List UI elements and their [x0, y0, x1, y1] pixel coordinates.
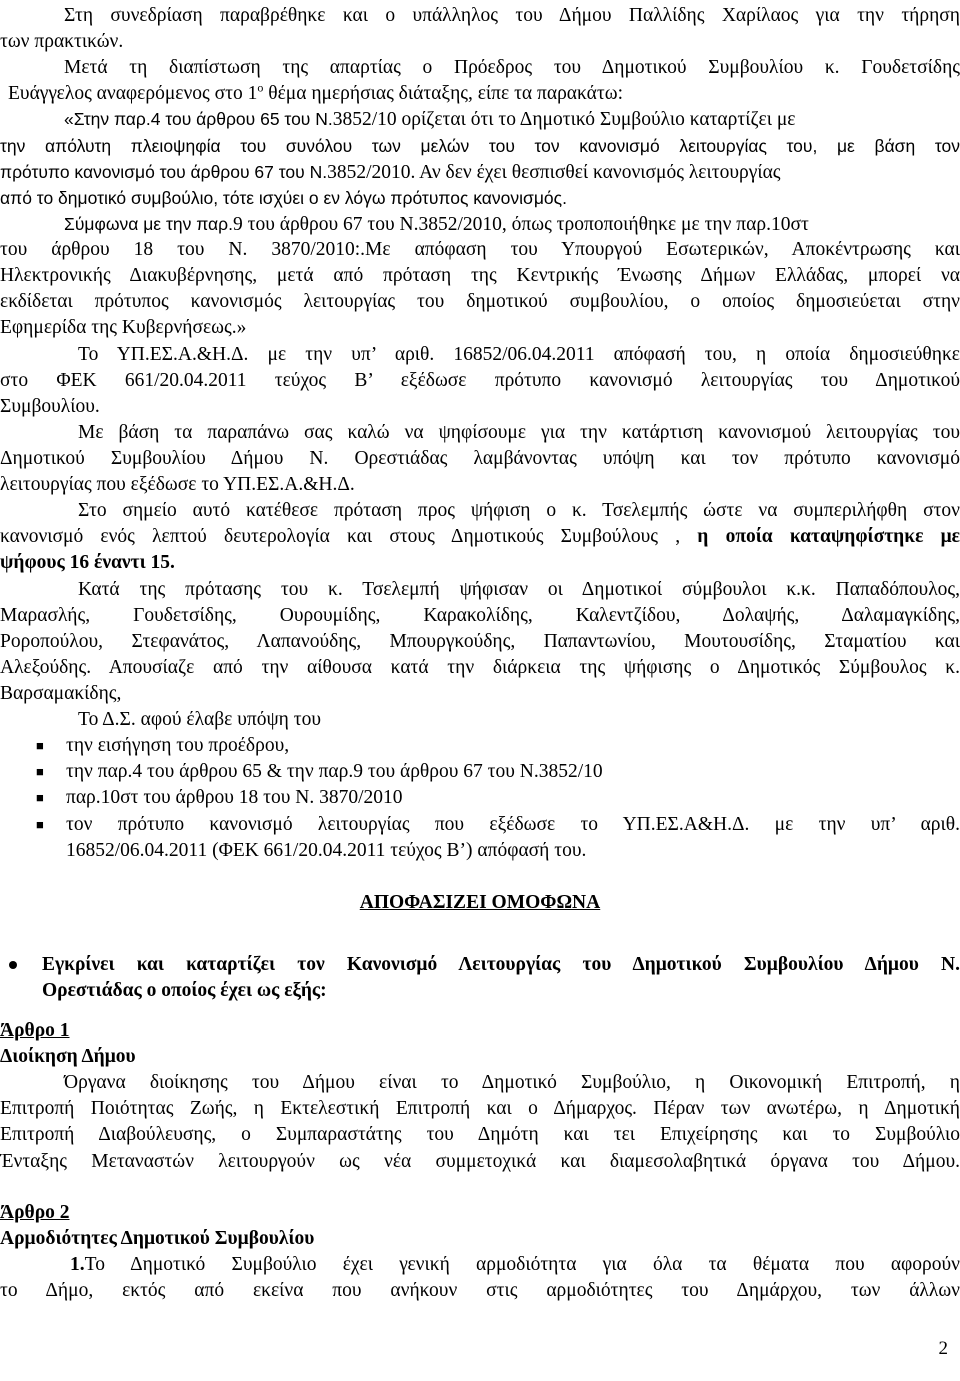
text-line: το Δήμο, εκτός από εκείνα που ανήκουν στις αρμοδιότητες του Δημάρχου, των άλλων: [0, 1280, 960, 1301]
text-line: κανονισμό ενός λεπτού δευτερολογία και στους Δημοτικούς Συμβούλους , η οποία καταψηφίστηκε με: [0, 526, 960, 547]
article-number: Άρθρο 1: [0, 1020, 70, 1041]
text-line: Εφημερίδα της Κυβερνήσεως.»: [0, 317, 247, 338]
article-title: Αρμοδιότητες Δημοτικού Συμβουλίου: [0, 1228, 315, 1249]
text-line: των πρακτικών.: [0, 31, 124, 52]
text-line: Ένταξης Μεταναστών λειτουργούν ως νέα συμμετοχικά και διαμεσολαβητικά όργανα του Δήμου.: [0, 1151, 960, 1172]
text-line: Δημοτικού Συμβουλίου Δήμου Ν. Ορεστιάδας λαμβάνοντας υπόψη και τον πρότυπο κανονισμό: [0, 448, 960, 469]
bullet-icon: ■: [36, 817, 44, 832]
list-item: την εισήγηση του προέδρου,: [66, 735, 290, 756]
bullet-icon: ■: [36, 738, 44, 753]
text-line: λειτουργίας που εξέδωσε το ΥΠ.ΕΣ.Α.&Η.Δ.: [0, 474, 355, 495]
text-line: Επιτροπή Διαβούλευσης, ο Συμπαραστάτης του Δημότη και τει Επιχείρησης και το Συμβούλιο: [0, 1124, 960, 1145]
text-line: πρότυπο κανονισμό του άρθρου 67 του Ν.3852/2010. Αν δεν έχει θεσπισθεί κανονισμός λειτουργίας: [0, 162, 781, 183]
bullet-icon: ■: [36, 790, 44, 805]
text-line: Ηλεκτρονικής Διακυβέρνησης, μετά από πρόταση της Κεντρικής Ένωσης Δήμων Ελλάδας, μπορεί να: [0, 265, 960, 286]
bullet-icon: ■: [36, 764, 44, 779]
text-line: Σύμφωνα με την παρ.9 του άρθρου 67 του Ν.3852/2010, όπως τροποποιήθηκε με την παρ.10στ: [64, 214, 809, 235]
text-line: Με βάση τα παραπάνω σας καλώ να ψηφίσουμε για την κατάρτιση κανονισμού λειτουργίας του: [78, 422, 960, 443]
text-line: στο ΦΕΚ 661/20.04.2011 τεύχος Β’ εξέδωσε πρότυπο κανονισμό λειτουργίας του Δημοτικού: [0, 370, 960, 391]
text-line: Επιτροπή Ποιότητας Ζωής, η Εκτελεστική Επιτροπή και ο Δήμαρχος. Πέραν των ανωτέρω, η Δημοτική: [0, 1098, 960, 1119]
text-line: από το δημοτικό συμβούλιο, τότε ισχύει ο εν λόγω πρότυπος κανονισμός.: [0, 188, 567, 208]
text-line: Μαρασλής, Γουδετσίδης, Ουρουμίδης, Καρακολίδης, Καλεντζίδου, Δολαψής, Δαλαμαγκίδης,: [0, 605, 960, 626]
list-item: τον πρότυπο κανονισμό λειτουργίας που εξέδωσε το ΥΠ.ΕΣ.Α&Η.Δ. με την υπ’ αριθ.: [66, 814, 960, 835]
decision-text: Ορεστιάδας ο οποίος έχει ως εξής:: [42, 980, 327, 1001]
text-line: Βαρσαμακίδης,: [0, 683, 122, 704]
text-line: του άρθρου 18 του Ν. 3870/2010:.Με απόφαση του Υπουργού Εσωτερικών, Αποκέντρωσης και: [0, 239, 960, 260]
text-line: Στο σημείο αυτό κατέθεσε πρόταση προς ψήφιση ο κ. Τσελεμπής ώστε να συμπεριλήφθη στον: [78, 500, 960, 521]
text-line: την απόλυτη πλειοψηφία του συνόλου των μελών του τον κανονισμό λειτουργίας του, με βάση τον: [0, 136, 960, 156]
page-number: 2: [938, 1338, 948, 1359]
text-line: Ευάγγελος αναφερόμενος στο $1^o$ θέμα ημερήσιας διάταξης, είπε τα παρακάτω:: [8, 80, 623, 104]
text-line: 1.Το Δημοτικό Συμβούλιο έχει γενική αρμοδιότητα για όλα τα θέματα που αφορούν: [70, 1254, 960, 1275]
text-line: Μετά τη διαπίστωση της απαρτίας ο Πρόεδρος του Δημοτικού Συμβουλίου κ. Γουδετσίδης: [64, 57, 960, 78]
list-item: παρ.10στ του άρθρου 18 του Ν. 3870/2010: [66, 787, 403, 808]
text-line: Το ΥΠ.ΕΣ.Α.&Η.Δ. με την υπ’ αριθ. 16852/06.04.2011 απόφασή του, η οποία δημοσιεύθηκε: [78, 344, 960, 365]
text-line: Στη συνεδρίαση παραβρέθηκε και ο υπάλληλος του Δήμου Παλλίδης Χαρίλαος για την τήρηση: [64, 5, 960, 26]
text-line: ψήφους 16 έναντι 15.: [0, 552, 175, 573]
decision-text: Εγκρίνει και καταρτίζει τον Κανονισμό Λειτουργίας του Δημοτικού Συμβουλίου Δήμου Ν.: [42, 954, 960, 975]
bullet-dot-icon: [9, 961, 17, 969]
text-line: Κατά της πρότασης του κ. Τσελεμπή ψήφισαν οι Δημοτικοί σύμβουλοι κ.κ. Παπαδόπουλος,: [78, 579, 960, 600]
decision-heading: ΑΠΟΦΑΣΙΖΕΙ ΟΜΟΦΩΝΑ: [359, 892, 601, 913]
text-line: «Στην παρ.4 του άρθρου 65 του Ν.3852/10 ορίζεται ότι το Δημοτικό Συμβούλιο καταρτίζει με: [64, 109, 796, 130]
list-item-continuation: 16852/06.04.2011 (ΦΕΚ 661/20.04.2011 τεύχος Β’) απόφασή του.: [66, 840, 587, 861]
article-title: Διοίκηση Δήμου: [0, 1046, 136, 1067]
list-item: την παρ.4 του άρθρου 65 & την παρ.9 του άρθρου 67 του Ν.3852/10: [66, 761, 603, 782]
text-line: Συμβουλίου.: [0, 396, 100, 417]
text-line: Το Δ.Σ. αφού έλαβε υπόψη του: [78, 709, 321, 730]
text-line: Όργανα διοίκησης του Δήμου είναι το Δημοτικό Συμβούλιο, η Οικονομική Επιτροπή, η: [64, 1072, 960, 1093]
text-line: εκδίδεται πρότυπος κανονισμός λειτουργίας του δημοτικού συμβουλίου, ο οποίος δημοσιεύεται στην: [0, 291, 960, 312]
text-line: Αλεξούδης. Απουσίαζε από την αίθουσα κατά την διάρκεια της ψήφισης ο Δημοτικός Σύμβουλος κ.: [0, 657, 960, 678]
article-number: Άρθρο 2: [0, 1202, 70, 1223]
text-line: Ροροπούλου, Στεφανάτος, Λαπανούδης, Μπουργκούδης, Παπαντωνίου, Μουτουσίδης, Σταματίου και: [0, 631, 960, 652]
